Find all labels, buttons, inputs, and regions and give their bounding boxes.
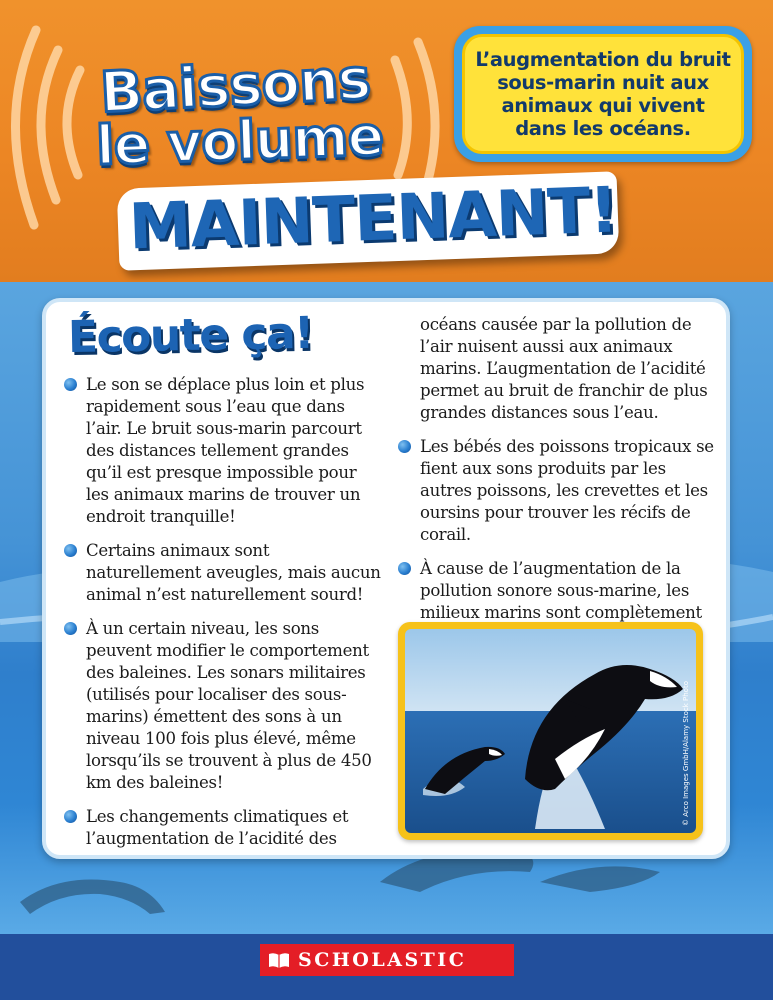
list-item-text: Les changements climatiques et l’augmentation de l’acidité des [86,807,349,848]
intro-callout-inner [462,34,744,154]
orca-photo [405,629,696,833]
list-item-text: Le son se déplace plus loin et plus rapidement sous l’eau que dans l’air. Le bruit sous-marin parcourt des distances tellement grandes qu’il est presque impossible pour les animaux marins de trouver un endroit tranquille! [86,375,365,526]
list-item-text: océans causée par la pollution de l’air nuisent aussi aux animaux marins. L’augmentation de l’acidité permet au bruit de franchir de plus grandes distances sous l’eau. [420,315,708,422]
scholastic-logo[interactable] [260,944,514,976]
bullet-icon [64,810,77,823]
logo-text: SCHOLASTIC [298,949,467,971]
intro-callout-text: L’augmentation du bruit sous-marin nuit aux animaux qui vivent dans les océans. [475,48,731,140]
photo-credit: © Arco Images GmbH/Alamy Stock Photo [682,681,690,826]
list-item [64,618,384,794]
section-heading: Écoute ça! [67,307,314,364]
bullet-icon [64,378,77,391]
bullet-icon [398,562,411,575]
title-line-2: le volume [95,104,385,178]
list-item [64,806,384,850]
list-item-text: À un certain niveau, les sons peuvent modifier le comportement des baleines. Les sonars militaires (utilisés pour localiser des sous-marins) émettent des sons à un niveau 100 fois plus élevé, même lorsqu’ils se trouvent à plus de 450 km des baleines! [86,619,372,792]
bullet-icon [398,440,411,453]
list-item-text: Certains animaux sont naturellement aveugles, mais aucun animal n’est naturellement sourd! [86,541,381,604]
orca-photo-frame [398,622,703,840]
bullet-icon [64,544,77,557]
list-item [64,374,384,528]
open-book-icon [268,951,290,969]
list-item-text: Les bébés des poissons tropicaux se fient aux sons produits par les autres poissons, les crevettes et les oursins pour trouver les récifs de corail. [420,437,714,544]
left-column [64,374,384,862]
list-item-continuation [398,314,716,424]
list-item [398,436,716,546]
list-item [64,540,384,606]
right-column [398,314,716,658]
title-line-3: MAINTENANT! [127,173,619,264]
title-line-1: Baissons [98,46,372,126]
header-banner [0,0,773,282]
bullet-icon [64,622,77,635]
list-item-text: À cause de l’augmentation de la pollution sonore sous-marine, les milieux marins sont complètement [420,559,702,622]
intro-callout [454,26,752,162]
